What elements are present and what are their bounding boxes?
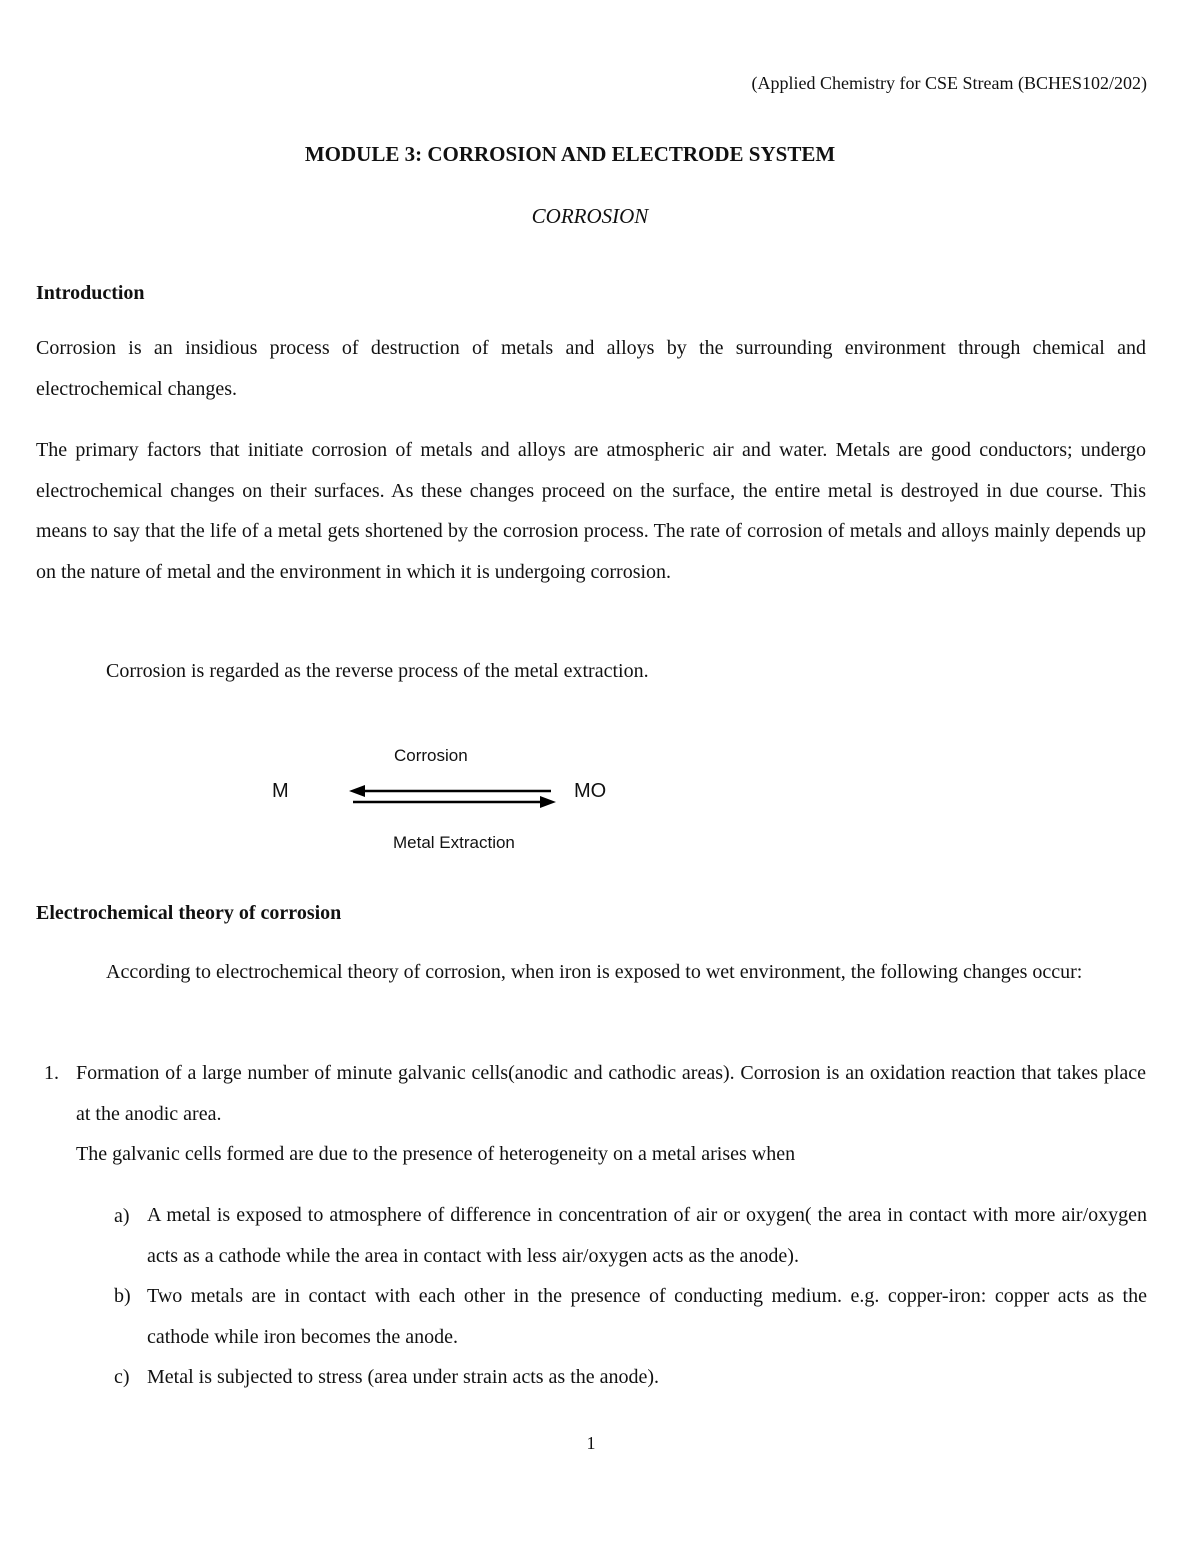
electrochemical-intro-paragraph: According to electrochemical theory of corrosion, when iron is exposed to wet environment, the following changes occur:: [106, 961, 1083, 983]
extraction-arrow-head: [540, 796, 556, 808]
introduction-paragraph-3: Corrosion is regarded as the reverse process of the metal extraction.: [106, 660, 649, 682]
section-subtitle: CORROSION: [531, 204, 649, 228]
introduction-paragraph-2: The primary factors that initiate corrosion of metals and alloys are atmospheric air and water. Metals are good conductors; undergo electrochemical changes on their surfaces. As these changes proceed on the surface, the entire metal is destroyed in due course. This means to say that the life of a metal gets shortened by the corrosion process. The rate of corrosion of metals and alloys mainly depends up on the nature of metal and the environment in which it is undergoing corrosion.: [36, 439, 1146, 584]
page-title: MODULE 3: CORROSION AND ELECTRODE SYSTEM: [304, 142, 836, 166]
list-item-1-text: Formation of a large number of minute galvanic cells(anodic and cathodic areas). Corrosion is an oxidation reaction that takes place at the anodic area.: [76, 1062, 1146, 1125]
introduction-paragraph-1: Corrosion is an insidious process of destruction of metals and alloys by the surrounding environment through chemical and electrochemical changes.: [36, 337, 1146, 400]
diagram-label-metal-extraction: Metal Extraction: [393, 833, 515, 852]
introduction-heading: Introduction: [36, 282, 145, 304]
reversible-reaction-arrows: [345, 780, 565, 814]
diagram-label-metal-oxide: MO: [574, 780, 607, 802]
sub-item-c-label: c): [114, 1366, 130, 1388]
sub-item-b-label: b): [114, 1285, 131, 1307]
page-number: 1: [586, 1433, 596, 1453]
list-item-1-number: 1.: [44, 1062, 59, 1084]
sub-item-a-label: a): [114, 1205, 130, 1227]
sub-item-b-text: Two metals are in contact with each other in the presence of conducting medium. e.g. copper-iron: copper acts as the cathode while iron becomes the anode.: [147, 1285, 1147, 1348]
diagram-label-corrosion: Corrosion: [394, 746, 468, 765]
diagram-label-metal: M: [272, 780, 289, 802]
sub-item-a-text: A metal is exposed to atmosphere of difference in concentration of air or oxygen( the area in contact with more air/oxygen acts as a cathode while the area in contact with less air/oxygen acts as the anode).: [147, 1204, 1147, 1267]
electrochemical-theory-heading: Electrochemical theory of corrosion: [36, 902, 342, 924]
running-header: (Applied Chemistry for CSE Stream (BCHES102/202): [751, 73, 1147, 93]
list-item-1-followup: The galvanic cells formed are due to the presence of heterogeneity on a metal arises when: [76, 1143, 796, 1165]
sub-item-c-text: Metal is subjected to stress (area under strain acts as the anode).: [147, 1366, 660, 1388]
corrosion-arrow-head: [349, 785, 365, 797]
